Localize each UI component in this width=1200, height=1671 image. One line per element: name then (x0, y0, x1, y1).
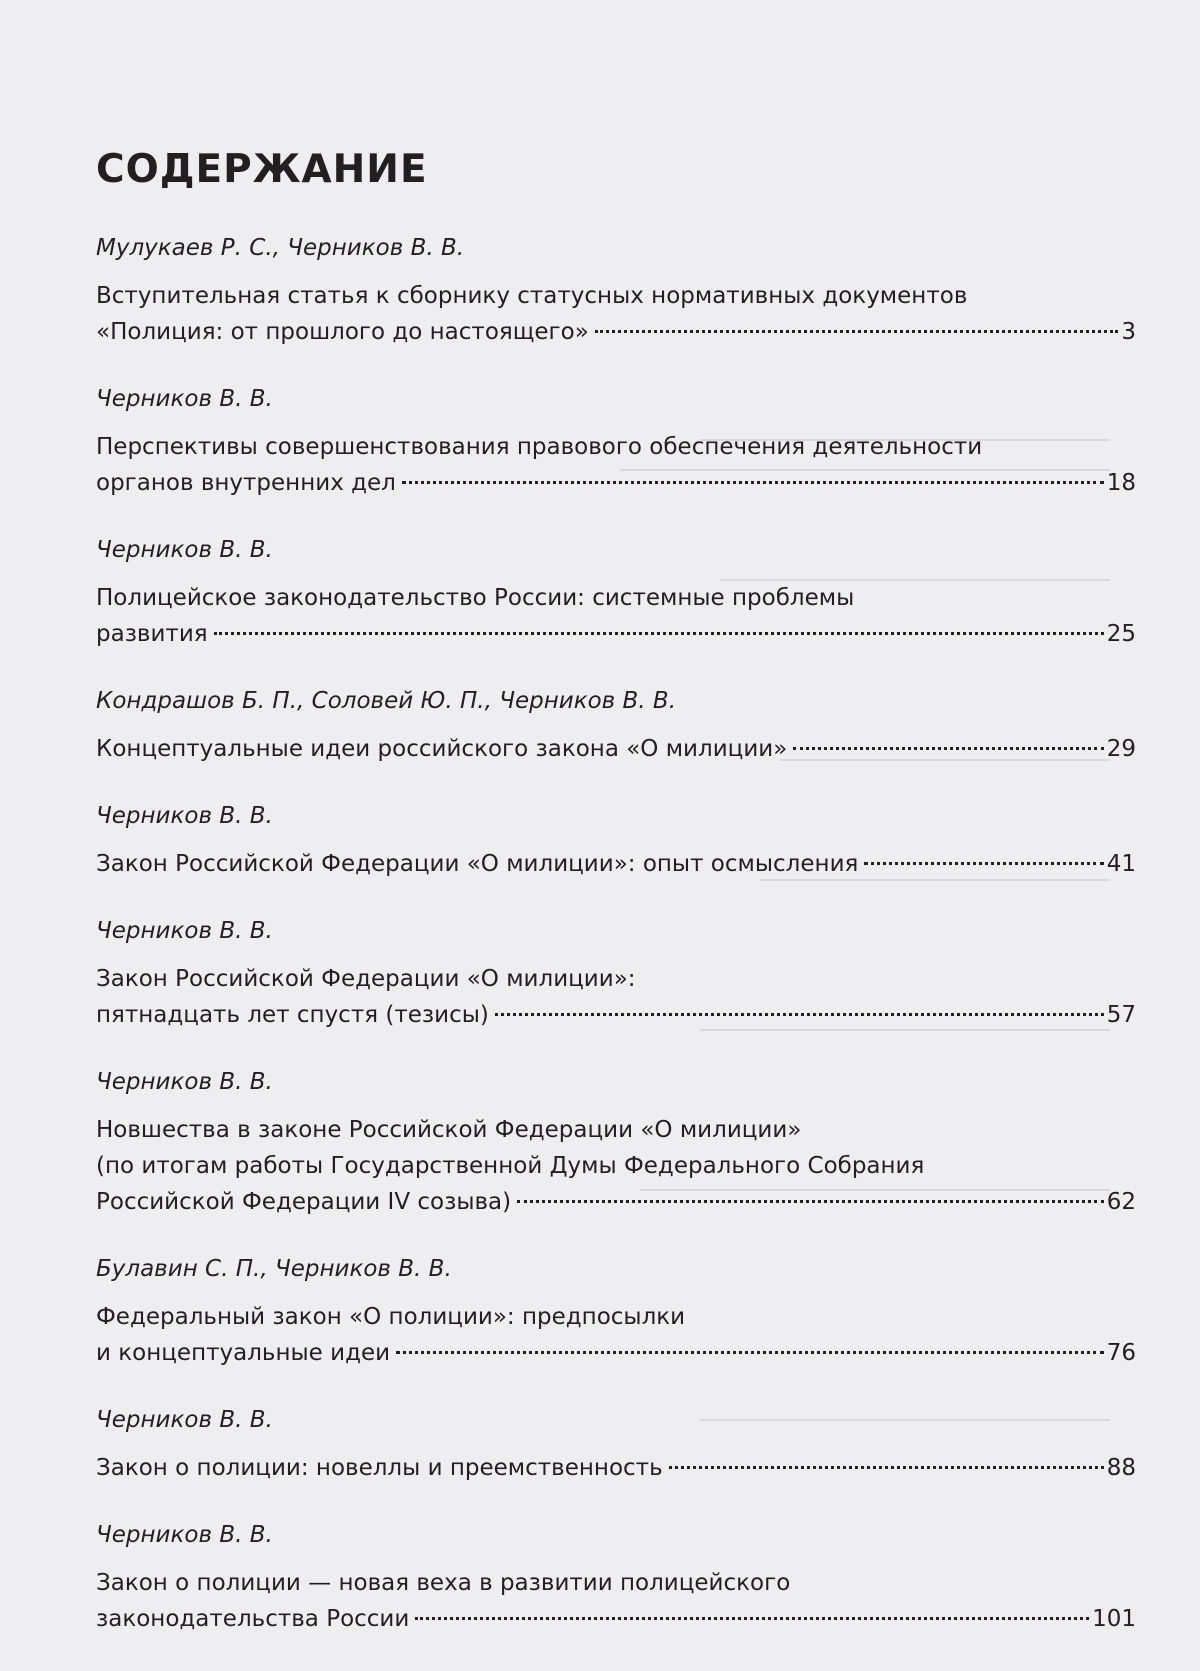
toc-entry-title-text: законодательства России (96, 1606, 410, 1632)
toc-entry[interactable] (96, 1520, 1136, 1637)
dot-leader (864, 862, 1103, 865)
toc-entry-author: Черников В. В. (96, 537, 273, 563)
toc-entry-title-last-line (96, 1184, 1136, 1220)
table-of-contents (96, 147, 1136, 1671)
toc-entry[interactable] (96, 801, 1136, 882)
toc-entry-page-number: 29 (1106, 736, 1136, 762)
toc-entry-author: Булавин С. П., Черников В. В. (96, 1256, 452, 1282)
toc-entry-author: Черников В. В. (96, 386, 273, 412)
toc-entry[interactable] (96, 1254, 1136, 1371)
toc-entry-title-last-line (96, 314, 1136, 350)
toc-entry-title-line: Полицейское законодательство России: системные проблемы (96, 585, 855, 611)
toc-entry-author: Черников В. В. (96, 1522, 273, 1548)
toc-entry-page-number: 76 (1106, 1340, 1136, 1366)
dot-leader (396, 1351, 1104, 1354)
toc-entry-page-number: 101 (1092, 1606, 1136, 1632)
toc-entry-title-line: Закон о полиции — новая веха в развитии полицейского (96, 1570, 791, 1596)
dot-leader (595, 330, 1119, 333)
dot-leader (402, 481, 1104, 484)
toc-entry-page-number: 88 (1106, 1455, 1136, 1481)
toc-entry-title-text: развития (96, 621, 208, 647)
toc-entry-page-number: 62 (1106, 1189, 1136, 1215)
toc-entry-author: Черников В. В. (96, 803, 273, 829)
toc-entry-author: Мулукаев Р. С., Черников В. В. (96, 235, 465, 261)
toc-entry[interactable] (96, 686, 1136, 767)
toc-entry-title-line: Вступительная статья к сборнику статусных нормативных документов (96, 283, 968, 309)
toc-entry-page-number: 25 (1106, 621, 1136, 647)
toc-entry[interactable] (96, 384, 1136, 501)
toc-entry[interactable] (96, 1067, 1136, 1220)
dot-leader (495, 1013, 1104, 1016)
dot-leader (415, 1617, 1089, 1620)
toc-entry-page-number: 57 (1106, 1002, 1136, 1028)
toc-entry[interactable] (96, 233, 1136, 350)
dot-leader (669, 1466, 1104, 1469)
toc-entry-title-line: Перспективы совершенствования правового обеспечения деятельности (96, 434, 983, 460)
toc-entry-page-number: 18 (1106, 470, 1136, 496)
toc-entry-title-text: Закон о полиции: новеллы и преемственность (96, 1455, 663, 1481)
toc-entry[interactable] (96, 1405, 1136, 1486)
toc-entry-title-text: «Полиция: от прошлого до настоящего» (96, 319, 589, 345)
toc-entry[interactable] (96, 535, 1136, 652)
toc-entry-title-line: Закон Российской Федерации «О милиции»: (96, 966, 636, 992)
toc-entry-title-last-line (96, 997, 1136, 1033)
toc-entries (96, 233, 1136, 1637)
toc-heading: СОДЕРЖАНИЕ (96, 147, 428, 192)
toc-entry-title-last-line (96, 846, 1136, 882)
toc-entry-title-line: Федеральный закон «О полиции»: предпосылки (96, 1304, 686, 1330)
toc-entry-author: Черников В. В. (96, 1407, 273, 1433)
dot-leader (214, 632, 1104, 635)
toc-entry-title-last-line (96, 1335, 1136, 1371)
toc-entry-title-last-line (96, 1450, 1136, 1486)
toc-entry-title-text: Российской Федерации IV созыва) (96, 1189, 512, 1215)
toc-entry[interactable] (96, 916, 1136, 1033)
toc-entry-title-last-line (96, 616, 1136, 652)
toc-entry-title-last-line (96, 731, 1136, 767)
toc-entry-title-line: Новшества в законе Российской Федерации «О милиции» (96, 1117, 802, 1143)
toc-entry-title-text: и концептуальные идеи (96, 1340, 391, 1366)
toc-entry-title-last-line (96, 1601, 1136, 1637)
toc-entry-title-text: пятнадцать лет спустя (тезисы) (96, 1002, 489, 1028)
toc-entry-page-number: 3 (1121, 319, 1136, 345)
toc-entry-title-text: Концептуальные идеи российского закона «О милиции» (96, 736, 788, 762)
toc-entry-author: Черников В. В. (96, 1069, 273, 1095)
dot-leader (517, 1200, 1104, 1203)
toc-entry-title-text: органов внутренних дел (96, 470, 396, 496)
dot-leader (793, 747, 1103, 750)
toc-entry-title-line: (по итогам работы Государственной Думы Федерального Собрания (96, 1153, 925, 1179)
toc-entry-page-number: 41 (1106, 851, 1136, 877)
toc-entry-title-last-line (96, 465, 1136, 501)
toc-entry-author: Черников В. В. (96, 918, 273, 944)
toc-entry-title-text: Закон Российской Федерации «О милиции»: опыт осмысления (96, 851, 859, 877)
toc-entry-author: Кондрашов Б. П., Соловей Ю. П., Черников В. В. (96, 688, 677, 714)
